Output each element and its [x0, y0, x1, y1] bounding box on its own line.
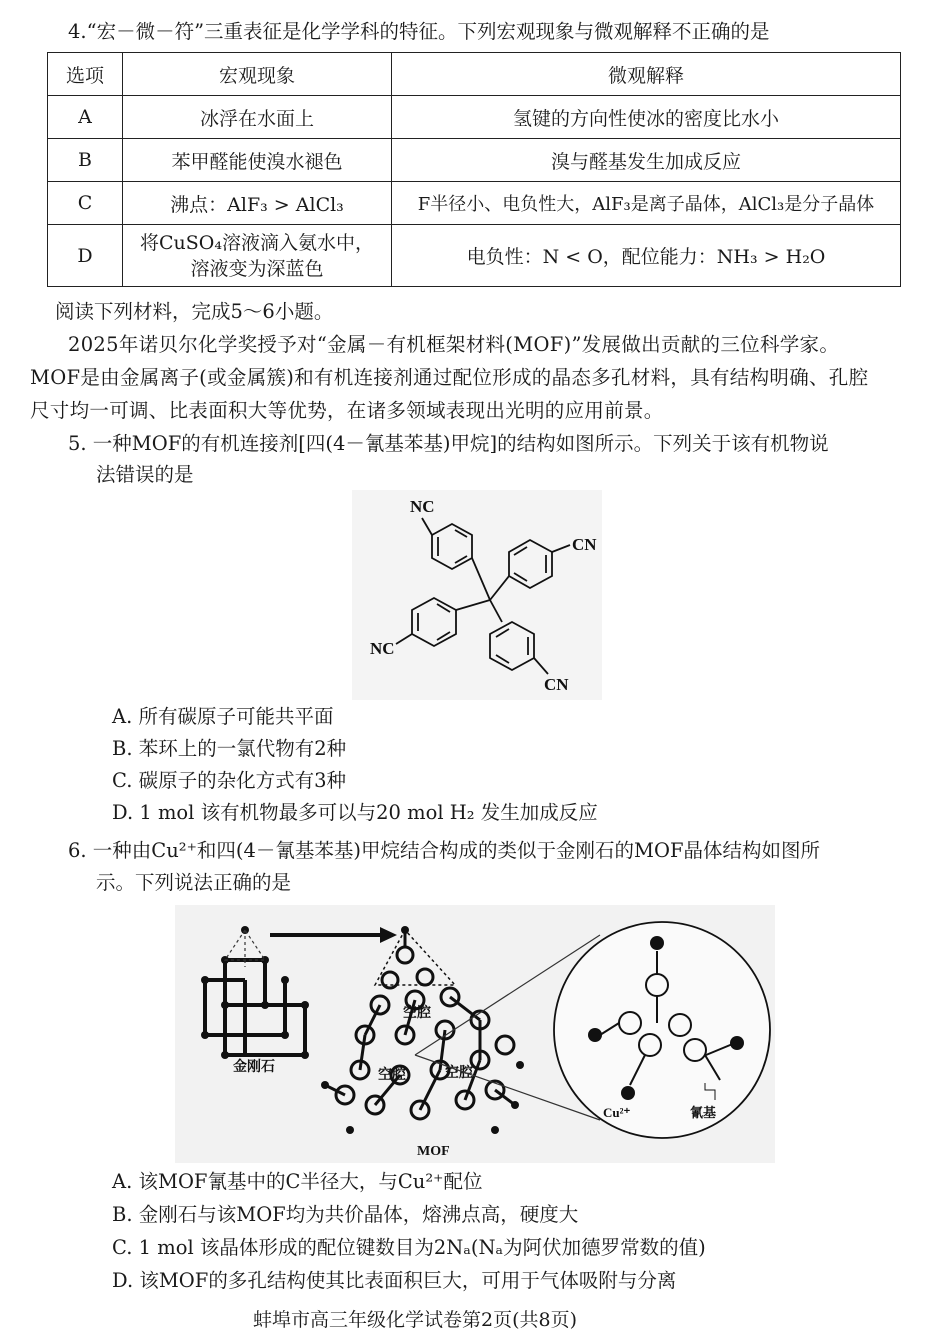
table-header-row — [48, 53, 901, 96]
q6-stem-line2: 示。下列说法正确的是 — [96, 871, 292, 894]
row-macro: 沸点：AlF₃ > AlCl₃ — [123, 182, 392, 225]
cyano-label: 氰基 — [690, 1105, 717, 1120]
row-option: C — [48, 182, 123, 225]
row-macro: 苯甲醛能使溴水褪色 — [123, 139, 392, 182]
page-footer: 蚌埠市高三年级化学试卷第2页(共8页) — [253, 1309, 578, 1331]
q5-structure-figure — [352, 490, 602, 700]
mof-label: MOF — [417, 1144, 450, 1159]
q6-stem-line1: 6. 一种由Cu²⁺和四(4－氰基苯基)甲烷结合构成的类似于金刚石的MOF晶体结构如图所 — [68, 839, 820, 862]
q6-option-d: D. 该MOF的多孔结构使其比表面积巨大，可用于气体吸附与分离 — [112, 1269, 677, 1292]
row-macro: 冰浮在水面上 — [123, 96, 392, 139]
nc-left-label: NC — [370, 639, 395, 658]
cavity-right-label: 空腔 — [445, 1066, 473, 1081]
zoom-circle — [554, 922, 770, 1138]
q5-option-d: D. 1 mol 该有机物最多可以与20 mol H₂ 发生加成反应 — [112, 801, 598, 824]
table-row — [48, 96, 901, 139]
q6-mof-figure — [175, 905, 775, 1163]
row-macro-line1: 将CuSO₄溶液滴入氨水中， — [140, 231, 374, 254]
reading-p1: 2025年诺贝尔化学奖授予对“金属－有机框架材料(MOF)”发展做出贡献的三位科学家。 — [68, 333, 840, 356]
table-row — [48, 139, 901, 182]
table-row — [48, 182, 901, 225]
header-macro: 宏观现象 — [123, 53, 392, 96]
header-option: 选项 — [48, 53, 123, 96]
q5-option-b: B. 苯环上的一氯代物有2种 — [112, 737, 347, 760]
row-macro — [123, 225, 392, 287]
q6-option-b: B. 金刚石与该MOF均为共价晶体，熔沸点高，硬度大 — [112, 1203, 579, 1226]
row-option: D — [48, 225, 123, 287]
reading-p2: MOF是由金属离子(或金属簇)和有机连接剂通过配位形成的晶态多孔材料，具有结构明确、孔腔 — [30, 366, 869, 389]
row-option: A — [48, 96, 123, 139]
row-micro: 电负性：N < O，配位能力：NH₃ > H₂O — [392, 225, 901, 287]
row-option: B — [48, 139, 123, 182]
cu-label: Cu²⁺ — [603, 1105, 631, 1120]
table-row — [48, 225, 901, 287]
reading-intro: 阅读下列材料，完成5～6小题。 — [55, 300, 334, 323]
q5-option-c: C. 碳原子的杂化方式有3种 — [112, 769, 347, 792]
q6-option-a: A. 该MOF氰基中的C半径大，与Cu²⁺配位 — [112, 1170, 483, 1193]
q6-option-c: C. 1 mol 该晶体形成的配位键数目为2Nₐ(Nₐ为阿伏加德罗常数的值) — [112, 1236, 706, 1259]
cn-bottom-label: CN — [544, 675, 569, 694]
row-micro: 溴与醛基发生加成反应 — [392, 139, 901, 182]
cn-right-label: CN — [572, 535, 597, 554]
diamond-label: 金刚石 — [233, 1060, 275, 1075]
q5-stem-line1: 5. 一种MOF的有机连接剂[四(4－氰基苯基)甲烷]的结构如图所示。下列关于该有机物说 — [68, 432, 829, 455]
reading-p3: 尺寸均一可调、比表面积大等优势，在诸多领域表现出光明的应用前景。 — [30, 399, 664, 422]
q5-stem-line2: 法错误的是 — [96, 463, 194, 486]
row-macro-line2: 溶液变为深蓝色 — [190, 257, 324, 280]
q4-stem: 4.“宏－微－符”三重表征是化学学科的特征。下列宏观现象与微观解释不正确的是 — [68, 20, 770, 43]
header-micro: 微观解释 — [392, 53, 901, 96]
cavity-top-label: 空腔 — [403, 1006, 431, 1021]
row-micro: 氢键的方向性使冰的密度比水小 — [392, 96, 901, 139]
q4-table — [47, 52, 901, 287]
row-micro: F半径小、电负性大，AlF₃是离子晶体，AlCl₃是分子晶体 — [392, 182, 901, 225]
figure-background — [352, 490, 602, 700]
cavity-left-label: 空腔 — [378, 1068, 406, 1083]
q5-option-a: A. 所有碳原子可能共平面 — [112, 705, 334, 728]
nc-top-label: NC — [410, 497, 435, 516]
